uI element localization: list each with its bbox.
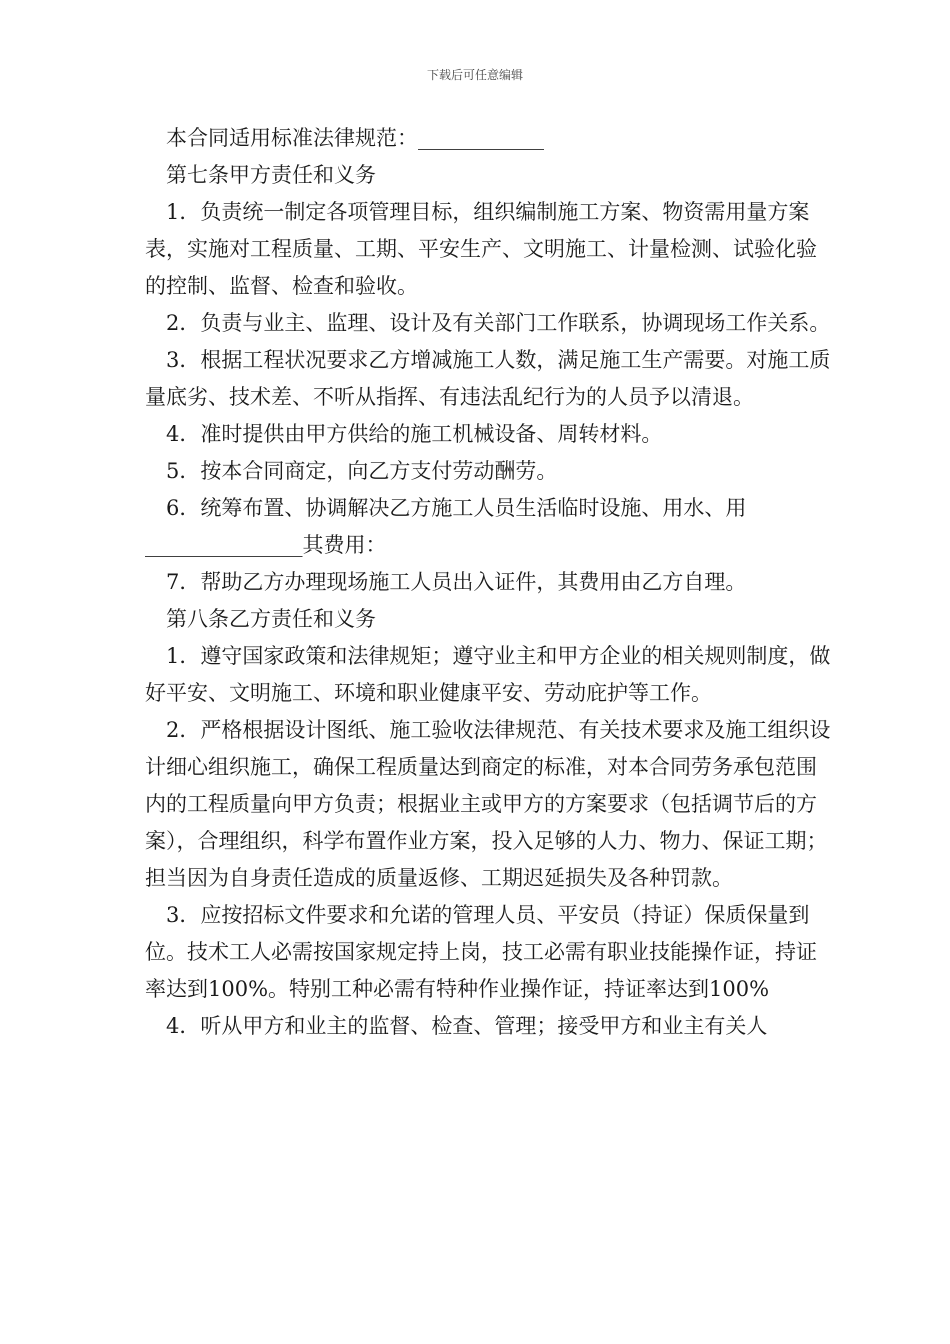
paragraph-party-b-item-2: 2．严格根据设计图纸、施工验收法律规范、有关技术要求及施工组织设计细心组织施工，确保工程质量达到商定的标准，对本合同劳务承包范围内的工程质量向甲方负责；根据业主或甲方的方案要求（包括调节后的方案），合理组织，科学布置作业方案，投入足够的人力、物力、保证工期；担当因为自身责任造成的质量返修、工期迟延损失及各种罚款。	[145, 718, 831, 890]
paragraph-party-b-item-3: 3．应按招标文件要求和允诺的管理人员、平安员（持证）保质保量到位。技术工人必需按国家规定持上岗，技工必需有职业技能操作证，持证率达到100%。特别工种必需有特种作业操作证，持证率达到100%	[145, 903, 817, 1001]
paragraph-party-a-item-5: 5．按本合同商定，向乙方支付劳动酬劳。	[166, 459, 558, 483]
paragraph-applicable-standards: 本合同适用标准法律规范：____________	[166, 126, 544, 150]
page-header: 下载后可任意编辑	[426, 68, 523, 82]
paragraph-party-a-item-6: 6．统筹布置、协调解决乙方施工人员生活临时设施、用水、用_______________其费用：	[145, 496, 747, 557]
paragraph-party-a-item-3: 3．根据工程状况要求乙方增减施工人数，满足施工生产需要。对施工质量底劣、技术差、不听从指挥、有违法乱纪行为的人员予以清退。	[145, 348, 831, 409]
document-body	[145, 120, 835, 1045]
article-seven-heading: 第七条甲方责任和义务	[166, 163, 376, 187]
article-eight-heading: 第八条乙方责任和义务	[166, 607, 376, 631]
paragraph-party-b-item-1: 1．遵守国家政策和法律规矩；遵守业主和甲方企业的相关规则制度，做好平安、文明施工、环境和职业健康平安、劳动庇护等工作。	[145, 644, 831, 705]
paragraph-party-b-item-4: 4．听从甲方和业主的监督、检查、管理；接受甲方和业主有关人	[166, 1014, 768, 1038]
paragraph-party-a-item-7: 7．帮助乙方办理现场施工人员出入证件，其费用由乙方自理。	[166, 570, 747, 594]
paragraph-party-a-item-2: 2．负责与业主、监理、设计及有关部门工作联系，协调现场工作关系。	[166, 311, 831, 335]
paragraph-party-a-item-1: 1．负责统一制定各项管理目标，组织编制施工方案、物资需用量方案表，实施对工程质量、工期、平安生产、文明施工、计量检测、试验化验的控制、监督、检查和验收。	[145, 200, 817, 298]
paragraph-party-a-item-4: 4．准时提供由甲方供给的施工机械设备、周转材料。	[166, 422, 663, 446]
